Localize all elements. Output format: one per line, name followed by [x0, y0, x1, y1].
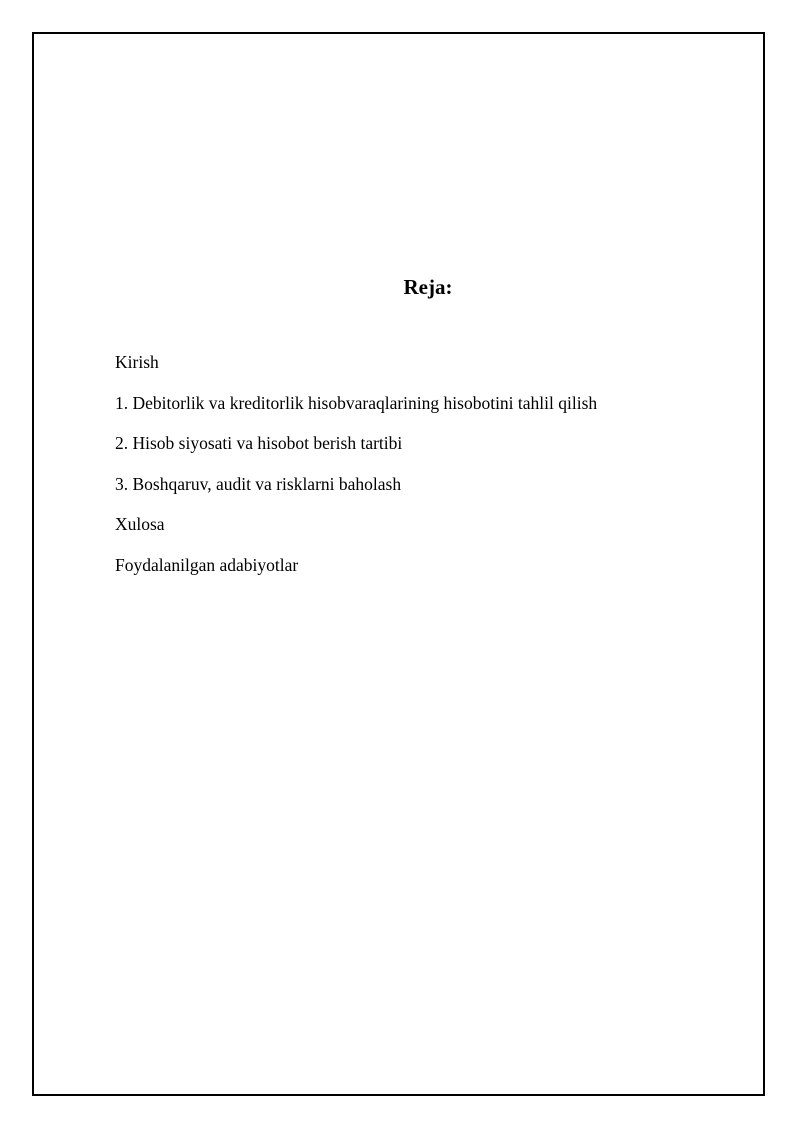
plan-list [115, 351, 597, 595]
plan-item-chapter-1: 1. Debitorlik va kreditorlik hisobvaraqlarining hisobotini tahlil qilish [115, 392, 598, 413]
page-title: Reja: [403, 275, 453, 299]
plan-item-chapter-2: 2. Hisob siyosati va hisobot berish tartibi [115, 433, 403, 454]
plan-item-references: Foydalanilgan adabiyotlar [115, 554, 299, 575]
plan-item-chapter-3: 3. Boshqaruv, audit va risklarni baholash [115, 473, 402, 494]
plan-item-conclusion: Xulosa [115, 514, 165, 535]
plan-item-introduction: Kirish [115, 352, 159, 372]
